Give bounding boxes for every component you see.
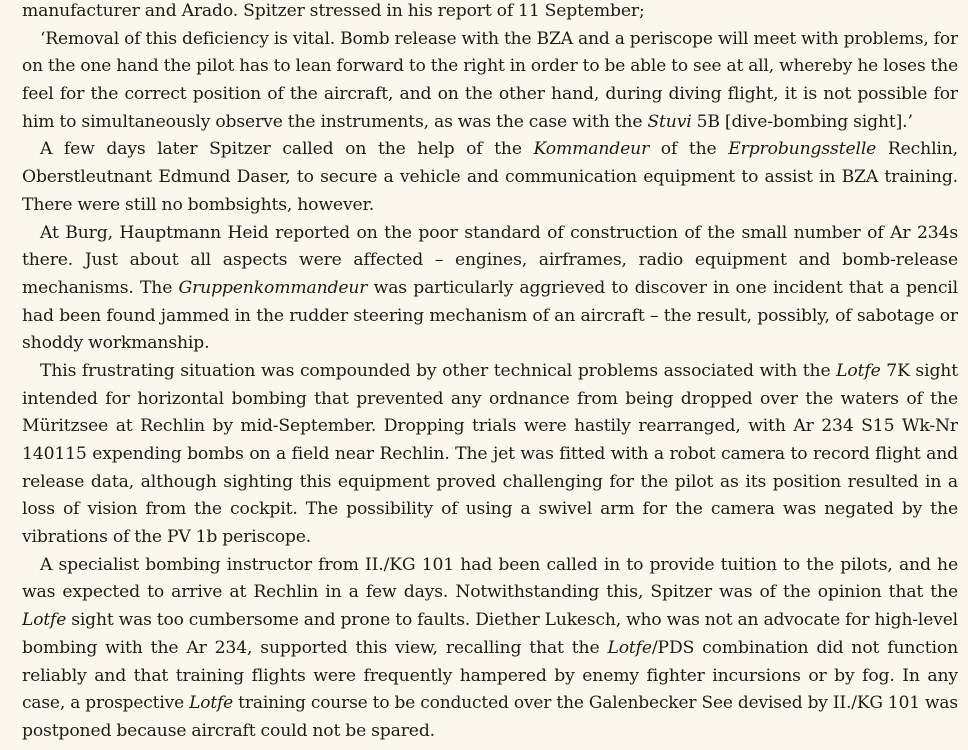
text-run: there. Just about all aspects were affected – engines, airframes, radio equipment and bomb-release — [22, 250, 958, 271]
italic-term: Lotfe — [189, 693, 234, 714]
text-run: At Burg, Hauptmann Heid reported on the poor standard of construction of the small number of Ar 234s — [40, 222, 958, 243]
text-line — [22, 607, 958, 635]
text-run: Rechlin, — [876, 139, 958, 160]
page-body-text — [22, 0, 958, 746]
text-line — [22, 303, 958, 331]
text-run: vibrations of the PV 1b periscope. — [22, 527, 312, 548]
text-run: 140115 expending bombs on a field near Rechlin. The jet was fitted with a robot camera to record flight and — [22, 444, 958, 464]
italic-term: Stuvi — [647, 111, 692, 132]
text-run: sight was too cumbersome and prone to faults. Diether Lukesch, who was not an advocate for high-level — [66, 610, 958, 631]
italic-term: Lotfe — [836, 360, 881, 381]
text-run: shoddy workmanship. — [22, 333, 210, 354]
text-run: was expected to arrive at Rechlin in a few days. Notwithstanding this, Spitzer was of the opinion that the — [22, 582, 958, 603]
text-line — [22, 524, 958, 552]
text-run: on the one hand the pilot has to lean forward to the right in order to be able to see at all, whereby he loses the — [22, 56, 958, 77]
text-run: loss of vision from the cockpit. The possibility of using a swivel arm for the camera was negated by the — [22, 499, 958, 520]
text-run: A few days later Spitzer called on the help of the — [40, 139, 534, 160]
text-run: This frustrating situation was compounded by other technical problems associated with the — [40, 360, 837, 381]
text-line — [22, 109, 958, 137]
text-line — [22, 358, 958, 386]
text-line — [22, 469, 958, 497]
text-line — [22, 275, 958, 303]
text-run: There were still no bombsights, however. — [22, 194, 375, 215]
text-line — [22, 26, 958, 54]
text-line — [22, 136, 958, 164]
italic-term: Lotfe — [22, 610, 67, 631]
text-run: reliably and that training flights were frequently hampered by enemy fighter incursions or by fog. In any — [22, 665, 958, 686]
text-line — [22, 164, 958, 192]
text-run: intended for horizontal bombing that prevented any ordnance from being dropped over the waters of the — [22, 388, 958, 409]
text-run: of the — [649, 139, 729, 160]
text-line — [22, 0, 958, 26]
text-run: was particularly aggrieved to discover in one incident that a pencil — [367, 277, 958, 298]
text-line — [22, 635, 958, 663]
italic-term: Erprobungsstelle — [728, 139, 877, 160]
text-run: 5B [dive-bombing sight].’ — [691, 111, 913, 132]
italic-term: Kommandeur — [533, 139, 650, 160]
text-run: training course to be conducted over the Galenbecker See devised by II./KG 101 was — [233, 693, 958, 714]
text-line — [22, 192, 958, 220]
text-run: release data, although sighting this equipment proved challenging for the pilot as its position resulted in a — [22, 471, 958, 492]
text-line — [22, 552, 958, 580]
text-run: Müritzsee at Rechlin by mid-September. Dropping trials were hastily rearranged, with Ar 234 S15 Wk-Nr — [22, 416, 958, 437]
text-line — [22, 579, 958, 607]
text-line — [22, 413, 958, 441]
text-line — [22, 441, 958, 469]
text-run: Oberstleutnant Edmund Daser, to secure a vehicle and communication equipment to assist in BZA training. — [22, 167, 958, 188]
text-run: bombing with the Ar 234, supported this view, recalling that the — [22, 637, 608, 658]
text-run: /PDS combination did not function — [651, 637, 958, 658]
italic-term: Gruppenkommandeur — [178, 277, 368, 298]
text-line — [22, 386, 958, 414]
text-line — [22, 53, 958, 81]
text-run: A specialist bombing instructor from II./KG 101 had been called in to provide tuition to the pilots, and he — [40, 554, 958, 575]
text-line — [22, 220, 958, 248]
text-run: 7K sight — [880, 360, 958, 381]
italic-term: Lotfe — [607, 637, 652, 658]
text-run: manufacturer and Arado. Spitzer stressed in his report of 11 September; — [22, 1, 645, 21]
text-run: had been found jammed in the rudder steering mechanism of an aircraft – the result, possibly, of sabotage or — [22, 305, 958, 326]
text-run: postponed because aircraft could not be spared. — [22, 720, 435, 741]
text-line — [22, 81, 958, 109]
text-line — [22, 690, 958, 718]
text-run: him to simultaneously observe the instruments, as was the case with the — [22, 111, 648, 132]
text-run: mechanisms. The — [22, 277, 179, 298]
text-line — [22, 247, 958, 275]
text-line — [22, 663, 958, 691]
text-run: case, a prospective — [22, 693, 190, 714]
text-line — [22, 718, 958, 746]
text-line — [22, 330, 958, 358]
text-run: ‘Removal of this deficiency is vital. Bomb release with the BZA and a periscope will meet with problems, for — [40, 28, 958, 49]
text-line — [22, 496, 958, 524]
text-run: feel for the correct position of the aircraft, and on the other hand, during diving flight, it is not possible for — [22, 84, 958, 105]
